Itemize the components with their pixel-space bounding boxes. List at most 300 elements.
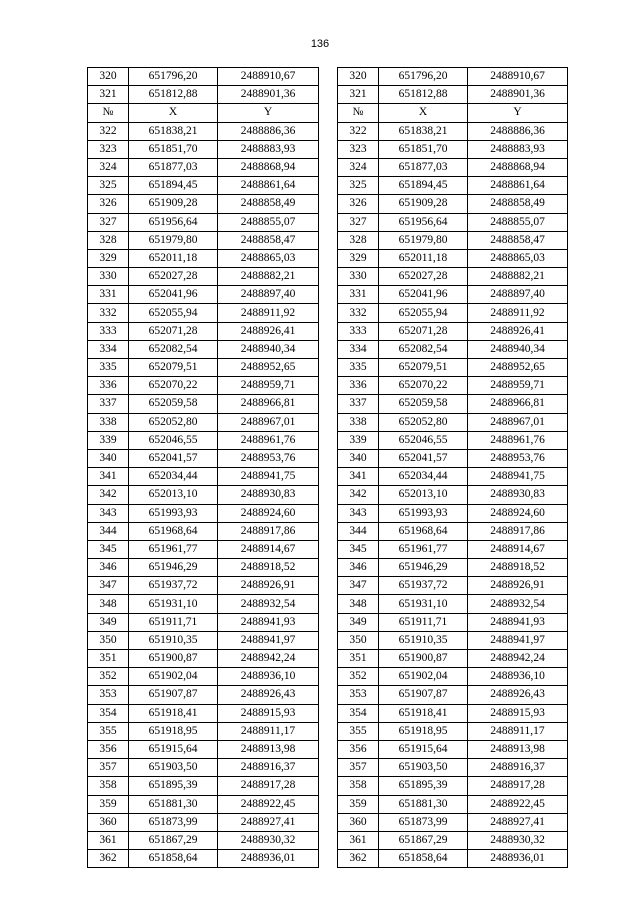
column-gap xyxy=(319,322,338,340)
x-coordinate-cell-left: 652011,18 xyxy=(129,249,218,267)
point-number-cell-right: 356 xyxy=(338,740,379,758)
y-coordinate-cell-left: 2488882,21 xyxy=(218,268,319,286)
y-coordinate-cell-left: 2488941,93 xyxy=(218,613,319,631)
x-coordinate-cell-left: 651907,87 xyxy=(129,686,218,704)
point-number-cell-right: 341 xyxy=(338,468,379,486)
point-number-cell-left: 359 xyxy=(88,795,129,813)
y-coordinate-cell-right: 2488932,54 xyxy=(468,595,568,613)
y-coordinate-cell-left: 2488858,49 xyxy=(218,195,319,213)
table-row xyxy=(88,850,568,868)
table-row xyxy=(88,213,568,231)
column-gap xyxy=(319,704,338,722)
table-row xyxy=(88,158,568,176)
x-coordinate-cell-left: 651918,41 xyxy=(129,704,218,722)
point-number-cell-right: 354 xyxy=(338,704,379,722)
x-coordinate-cell-right: 652046,55 xyxy=(379,431,468,449)
column-gap xyxy=(319,850,338,868)
x-coordinate-cell-right: 651894,45 xyxy=(379,177,468,195)
x-coordinate-cell-left: 652034,44 xyxy=(129,468,218,486)
y-coordinate-cell-right: 2488953,76 xyxy=(468,449,568,467)
table-row xyxy=(88,249,568,267)
column-gap xyxy=(319,177,338,195)
table-row xyxy=(88,449,568,467)
point-number-cell-right: 331 xyxy=(338,286,379,304)
point-number-cell-left: 333 xyxy=(88,322,129,340)
column-gap xyxy=(319,613,338,631)
x-coordinate-cell-right: 652052,80 xyxy=(379,413,468,431)
point-number-cell-left: 326 xyxy=(88,195,129,213)
x-coordinate-cell-right: 651993,93 xyxy=(379,504,468,522)
point-number-cell-left: 343 xyxy=(88,504,129,522)
point-number-cell-right: 333 xyxy=(338,322,379,340)
x-coordinate-cell-left: 651838,21 xyxy=(129,122,218,140)
y-coordinate-cell-left: 2488917,86 xyxy=(218,522,319,540)
x-coordinate-cell-left: 651903,50 xyxy=(129,759,218,777)
y-coordinate-cell-right: 2488918,52 xyxy=(468,559,568,577)
y-coordinate-cell-left: 2488901,36 xyxy=(218,86,319,104)
y-coordinate-cell-left: 2488967,01 xyxy=(218,413,319,431)
point-number-cell-right: 346 xyxy=(338,559,379,577)
x-coordinate-cell-right: 652013,10 xyxy=(379,486,468,504)
column-gap xyxy=(319,122,338,140)
x-coordinate-cell-left: 651946,29 xyxy=(129,559,218,577)
y-coordinate-cell-right: 2488952,65 xyxy=(468,359,568,377)
point-number-cell-right: 343 xyxy=(338,504,379,522)
y-coordinate-cell-left: 2488865,03 xyxy=(218,249,319,267)
table-row xyxy=(88,195,568,213)
point-number-cell-right: 355 xyxy=(338,722,379,740)
y-coordinate-cell-left: 2488915,93 xyxy=(218,704,319,722)
point-number-cell-left: 347 xyxy=(88,577,129,595)
y-coordinate-cell-right: 2488940,34 xyxy=(468,340,568,358)
point-number-cell-left: 332 xyxy=(88,304,129,322)
point-number-cell-right: 357 xyxy=(338,759,379,777)
column-gap xyxy=(319,395,338,413)
x-coordinate-cell-left: 651961,77 xyxy=(129,540,218,558)
column-gap xyxy=(319,595,338,613)
x-coordinate-cell-left: 651894,45 xyxy=(129,177,218,195)
y-coordinate-cell-right: 2488966,81 xyxy=(468,395,568,413)
x-coordinate-cell-right: 651900,87 xyxy=(379,650,468,668)
y-coordinate-cell-right: 2488930,83 xyxy=(468,486,568,504)
point-number-cell-right: 361 xyxy=(338,831,379,849)
y-coordinate-cell-right: 2488916,37 xyxy=(468,759,568,777)
table-row xyxy=(88,613,568,631)
table-row xyxy=(88,631,568,649)
y-coordinate-cell-left: 2488922,45 xyxy=(218,795,319,813)
column-gap xyxy=(319,304,338,322)
point-number-cell-right: 362 xyxy=(338,850,379,868)
x-coordinate-cell-right: 651961,77 xyxy=(379,540,468,558)
coordinates-table-body xyxy=(88,68,568,868)
y-coordinate-cell-right: 2488861,64 xyxy=(468,177,568,195)
point-number-cell-left: 350 xyxy=(88,631,129,649)
y-coordinate-cell-right: 2488897,40 xyxy=(468,286,568,304)
column-gap xyxy=(319,431,338,449)
y-coordinate-cell-left: 2488927,41 xyxy=(218,813,319,831)
point-number-cell-left: 321 xyxy=(88,86,129,104)
x-coordinate-cell-right: 651877,03 xyxy=(379,158,468,176)
y-coordinate-cell-left: 2488858,47 xyxy=(218,231,319,249)
y-coordinate-cell-left: 2488855,07 xyxy=(218,213,319,231)
y-coordinate-cell-right: 2488865,03 xyxy=(468,249,568,267)
point-number-cell-right: 353 xyxy=(338,686,379,704)
y-coordinate-cell-left: 2488897,40 xyxy=(218,286,319,304)
table-row xyxy=(88,559,568,577)
table-row xyxy=(88,831,568,849)
y-coordinate-cell-right: 2488917,28 xyxy=(468,777,568,795)
y-coordinate-cell-right: 2488961,76 xyxy=(468,431,568,449)
x-coordinate-cell-right: 652041,57 xyxy=(379,449,468,467)
column-gap xyxy=(319,340,338,358)
point-number-cell-left: 346 xyxy=(88,559,129,577)
x-coordinate-cell-right: 651918,41 xyxy=(379,704,468,722)
x-coordinate-cell-left: 651895,39 xyxy=(129,777,218,795)
point-number-cell-left: 349 xyxy=(88,613,129,631)
point-number-cell-left: 335 xyxy=(88,359,129,377)
table-row xyxy=(88,722,568,740)
x-coordinate-cell-right: 651911,71 xyxy=(379,613,468,631)
x-coordinate-cell-right: 651895,39 xyxy=(379,777,468,795)
x-coordinate-cell-left: 651796,20 xyxy=(129,68,218,86)
point-number-cell-left: 342 xyxy=(88,486,129,504)
y-coordinate-cell-right: 2488913,98 xyxy=(468,740,568,758)
y-coordinate-cell-left: 2488914,67 xyxy=(218,540,319,558)
point-number-cell-left: 324 xyxy=(88,158,129,176)
table-row xyxy=(88,231,568,249)
y-coordinate-cell-left: 2488952,65 xyxy=(218,359,319,377)
y-coordinate-cell-left: 2488941,97 xyxy=(218,631,319,649)
x-coordinate-cell-left: 651915,64 xyxy=(129,740,218,758)
point-number-cell-right: 360 xyxy=(338,813,379,831)
point-number-cell-right: 327 xyxy=(338,213,379,231)
table-row xyxy=(88,504,568,522)
x-coordinate-cell-left: 651812,88 xyxy=(129,86,218,104)
table-row xyxy=(88,468,568,486)
point-number-cell-left: 360 xyxy=(88,813,129,831)
point-number-cell-right: 338 xyxy=(338,413,379,431)
point-number-cell-right: 330 xyxy=(338,268,379,286)
point-number-cell-right: 358 xyxy=(338,777,379,795)
y-coordinate-cell-right: 2488911,17 xyxy=(468,722,568,740)
point-number-cell-right: 340 xyxy=(338,449,379,467)
y-coordinate-cell-right: 2488959,71 xyxy=(468,377,568,395)
y-coordinate-cell-right: 2488911,92 xyxy=(468,304,568,322)
y-coordinate-cell-right: 2488901,36 xyxy=(468,86,568,104)
x-coordinate-cell-left: 651979,80 xyxy=(129,231,218,249)
y-coordinate-cell-left: 2488911,17 xyxy=(218,722,319,740)
x-coordinate-cell-right: 651838,21 xyxy=(379,122,468,140)
x-coordinate-cell-left: 652041,57 xyxy=(129,449,218,467)
column-gap xyxy=(319,377,338,395)
y-coordinate-cell-left: 2488883,93 xyxy=(218,140,319,158)
x-coordinate-cell-right: 651858,64 xyxy=(379,850,468,868)
y-coordinate-cell-left: 2488924,60 xyxy=(218,504,319,522)
y-coordinate-cell-left: 2488966,81 xyxy=(218,395,319,413)
x-coordinate-cell-left: 651911,71 xyxy=(129,613,218,631)
column-gap xyxy=(319,104,338,122)
coordinates-table xyxy=(87,67,568,868)
y-coordinate-cell-right: 2488855,07 xyxy=(468,213,568,231)
y-coordinate-cell-right: 2488926,43 xyxy=(468,686,568,704)
table-row xyxy=(88,777,568,795)
y-coordinate-cell-right: 2488926,91 xyxy=(468,577,568,595)
y-coordinate-cell-right: 2488924,60 xyxy=(468,504,568,522)
x-coordinate-cell-left: 651931,10 xyxy=(129,595,218,613)
x-coordinate-cell-right: 651902,04 xyxy=(379,668,468,686)
point-number-cell-left: 337 xyxy=(88,395,129,413)
y-coordinate-cell-left: 2488926,41 xyxy=(218,322,319,340)
x-coordinate-cell-right: 651812,88 xyxy=(379,86,468,104)
table-row xyxy=(88,286,568,304)
point-number-cell-left: 351 xyxy=(88,650,129,668)
column-gap xyxy=(319,68,338,86)
point-number-cell-right: 320 xyxy=(338,68,379,86)
x-coordinate-cell-left: 652059,58 xyxy=(129,395,218,413)
point-number-cell-left: 327 xyxy=(88,213,129,231)
page-number: 136 xyxy=(310,38,330,50)
x-coordinate-cell-left: 651937,72 xyxy=(129,577,218,595)
table-row xyxy=(88,359,568,377)
header-x-coordinate-right: X xyxy=(379,104,468,122)
point-number-cell-right: 350 xyxy=(338,631,379,649)
table-row xyxy=(88,522,568,540)
table-row xyxy=(88,759,568,777)
x-coordinate-cell-right: 652079,51 xyxy=(379,359,468,377)
point-number-cell-right: 342 xyxy=(338,486,379,504)
y-coordinate-cell-left: 2488930,32 xyxy=(218,831,319,849)
y-coordinate-cell-left: 2488942,24 xyxy=(218,650,319,668)
y-coordinate-cell-right: 2488922,45 xyxy=(468,795,568,813)
table-row xyxy=(88,795,568,813)
table-row xyxy=(88,431,568,449)
header-y-coordinate-left: Y xyxy=(218,104,319,122)
x-coordinate-cell-right: 651873,99 xyxy=(379,813,468,831)
x-coordinate-cell-left: 651867,29 xyxy=(129,831,218,849)
x-coordinate-cell-left: 652013,10 xyxy=(129,486,218,504)
point-number-cell-left: 340 xyxy=(88,449,129,467)
y-coordinate-cell-right: 2488927,41 xyxy=(468,813,568,831)
y-coordinate-cell-left: 2488861,64 xyxy=(218,177,319,195)
x-coordinate-cell-left: 651918,95 xyxy=(129,722,218,740)
column-gap xyxy=(319,140,338,158)
table-row xyxy=(88,377,568,395)
column-gap xyxy=(319,249,338,267)
column-gap xyxy=(319,540,338,558)
x-coordinate-cell-right: 651956,64 xyxy=(379,213,468,231)
table-row xyxy=(88,668,568,686)
x-coordinate-cell-right: 652071,28 xyxy=(379,322,468,340)
point-number-cell-left: 356 xyxy=(88,740,129,758)
point-number-cell-left: 344 xyxy=(88,522,129,540)
header-point-number-left: № xyxy=(88,104,129,122)
point-number-cell-right: 329 xyxy=(338,249,379,267)
y-coordinate-cell-right: 2488910,67 xyxy=(468,68,568,86)
point-number-cell-right: 324 xyxy=(338,158,379,176)
point-number-cell-left: 320 xyxy=(88,68,129,86)
column-gap xyxy=(319,631,338,649)
x-coordinate-cell-left: 651900,87 xyxy=(129,650,218,668)
table-row xyxy=(88,686,568,704)
x-coordinate-cell-left: 651968,64 xyxy=(129,522,218,540)
y-coordinate-cell-left: 2488886,36 xyxy=(218,122,319,140)
x-coordinate-cell-right: 651946,29 xyxy=(379,559,468,577)
x-coordinate-cell-left: 651910,35 xyxy=(129,631,218,649)
x-coordinate-cell-left: 652052,80 xyxy=(129,413,218,431)
x-coordinate-cell-right: 651867,29 xyxy=(379,831,468,849)
column-gap xyxy=(319,668,338,686)
x-coordinate-cell-right: 651931,10 xyxy=(379,595,468,613)
x-coordinate-cell-right: 651796,20 xyxy=(379,68,468,86)
y-coordinate-cell-left: 2488926,43 xyxy=(218,686,319,704)
x-coordinate-cell-right: 652011,18 xyxy=(379,249,468,267)
point-number-cell-left: 353 xyxy=(88,686,129,704)
y-coordinate-cell-right: 2488886,36 xyxy=(468,122,568,140)
y-coordinate-cell-right: 2488930,32 xyxy=(468,831,568,849)
table-row xyxy=(88,577,568,595)
x-coordinate-cell-left: 652027,28 xyxy=(129,268,218,286)
point-number-cell-left: 334 xyxy=(88,340,129,358)
column-gap xyxy=(319,795,338,813)
x-coordinate-cell-left: 651909,28 xyxy=(129,195,218,213)
point-number-cell-left: 323 xyxy=(88,140,129,158)
point-number-cell-right: 359 xyxy=(338,795,379,813)
header-y-coordinate-right: Y xyxy=(468,104,568,122)
point-number-cell-right: 347 xyxy=(338,577,379,595)
column-gap xyxy=(319,722,338,740)
x-coordinate-cell-right: 652070,22 xyxy=(379,377,468,395)
column-gap xyxy=(319,577,338,595)
y-coordinate-cell-right: 2488967,01 xyxy=(468,413,568,431)
table-row xyxy=(88,650,568,668)
column-gap xyxy=(319,559,338,577)
point-number-cell-left: 336 xyxy=(88,377,129,395)
x-coordinate-cell-left: 652079,51 xyxy=(129,359,218,377)
table-row xyxy=(88,268,568,286)
x-coordinate-cell-left: 651877,03 xyxy=(129,158,218,176)
point-number-cell-left: 330 xyxy=(88,268,129,286)
point-number-cell-left: 361 xyxy=(88,831,129,849)
y-coordinate-cell-left: 2488917,28 xyxy=(218,777,319,795)
x-coordinate-cell-left: 652041,96 xyxy=(129,286,218,304)
column-gap xyxy=(319,413,338,431)
x-coordinate-cell-left: 651851,70 xyxy=(129,140,218,158)
point-number-cell-right: 326 xyxy=(338,195,379,213)
column-gap xyxy=(319,504,338,522)
x-coordinate-cell-right: 651851,70 xyxy=(379,140,468,158)
y-coordinate-cell-right: 2488941,93 xyxy=(468,613,568,631)
column-gap xyxy=(319,86,338,104)
column-gap xyxy=(319,486,338,504)
y-coordinate-cell-left: 2488936,10 xyxy=(218,668,319,686)
y-coordinate-cell-right: 2488914,67 xyxy=(468,540,568,558)
header-point-number-right: № xyxy=(338,104,379,122)
header-x-coordinate-left: X xyxy=(129,104,218,122)
x-coordinate-cell-left: 652071,28 xyxy=(129,322,218,340)
x-coordinate-cell-right: 651915,64 xyxy=(379,740,468,758)
x-coordinate-cell-right: 652041,96 xyxy=(379,286,468,304)
point-number-cell-right: 332 xyxy=(338,304,379,322)
y-coordinate-cell-left: 2488918,52 xyxy=(218,559,319,577)
point-number-cell-right: 336 xyxy=(338,377,379,395)
x-coordinate-cell-right: 652027,28 xyxy=(379,268,468,286)
y-coordinate-cell-left: 2488959,71 xyxy=(218,377,319,395)
x-coordinate-cell-right: 652055,94 xyxy=(379,304,468,322)
y-coordinate-cell-right: 2488915,93 xyxy=(468,704,568,722)
x-coordinate-cell-left: 651956,64 xyxy=(129,213,218,231)
table-row xyxy=(88,540,568,558)
x-coordinate-cell-left: 652046,55 xyxy=(129,431,218,449)
y-coordinate-cell-left: 2488913,98 xyxy=(218,740,319,758)
table-row xyxy=(88,413,568,431)
x-coordinate-cell-right: 652082,54 xyxy=(379,340,468,358)
point-number-cell-left: 338 xyxy=(88,413,129,431)
column-gap xyxy=(319,686,338,704)
y-coordinate-cell-right: 2488936,01 xyxy=(468,850,568,868)
table-row xyxy=(88,86,568,104)
point-number-cell-right: 349 xyxy=(338,613,379,631)
point-number-cell-left: 355 xyxy=(88,722,129,740)
x-coordinate-cell-left: 651993,93 xyxy=(129,504,218,522)
column-gap xyxy=(319,286,338,304)
point-number-cell-right: 351 xyxy=(338,650,379,668)
point-number-cell-right: 328 xyxy=(338,231,379,249)
point-number-cell-left: 322 xyxy=(88,122,129,140)
point-number-cell-left: 357 xyxy=(88,759,129,777)
column-gap xyxy=(319,158,338,176)
point-number-cell-left: 339 xyxy=(88,431,129,449)
point-number-cell-right: 337 xyxy=(338,395,379,413)
column-gap xyxy=(319,813,338,831)
x-coordinate-cell-right: 651881,30 xyxy=(379,795,468,813)
column-gap xyxy=(319,522,338,540)
y-coordinate-cell-left: 2488961,76 xyxy=(218,431,319,449)
y-coordinate-cell-right: 2488882,21 xyxy=(468,268,568,286)
y-coordinate-cell-right: 2488917,86 xyxy=(468,522,568,540)
table-row xyxy=(88,322,568,340)
x-coordinate-cell-right: 651907,87 xyxy=(379,686,468,704)
y-coordinate-cell-right: 2488941,75 xyxy=(468,468,568,486)
y-coordinate-cell-right: 2488868,94 xyxy=(468,158,568,176)
x-coordinate-cell-left: 651858,64 xyxy=(129,850,218,868)
x-coordinate-cell-right: 652059,58 xyxy=(379,395,468,413)
point-number-cell-right: 344 xyxy=(338,522,379,540)
point-number-cell-right: 322 xyxy=(338,122,379,140)
y-coordinate-cell-left: 2488911,92 xyxy=(218,304,319,322)
column-gap xyxy=(319,468,338,486)
point-number-cell-right: 323 xyxy=(338,140,379,158)
column-gap xyxy=(319,650,338,668)
point-number-cell-left: 341 xyxy=(88,468,129,486)
x-coordinate-cell-left: 652055,94 xyxy=(129,304,218,322)
point-number-cell-left: 358 xyxy=(88,777,129,795)
x-coordinate-cell-left: 652082,54 xyxy=(129,340,218,358)
y-coordinate-cell-left: 2488932,54 xyxy=(218,595,319,613)
column-gap xyxy=(319,359,338,377)
x-coordinate-cell-right: 651903,50 xyxy=(379,759,468,777)
y-coordinate-cell-left: 2488868,94 xyxy=(218,158,319,176)
y-coordinate-cell-right: 2488858,47 xyxy=(468,231,568,249)
x-coordinate-cell-left: 652070,22 xyxy=(129,377,218,395)
point-number-cell-left: 362 xyxy=(88,850,129,868)
y-coordinate-cell-right: 2488942,24 xyxy=(468,650,568,668)
column-gap xyxy=(319,213,338,231)
x-coordinate-cell-right: 652034,44 xyxy=(379,468,468,486)
point-number-cell-right: 334 xyxy=(338,340,379,358)
table-row xyxy=(88,68,568,86)
y-coordinate-cell-left: 2488936,01 xyxy=(218,850,319,868)
y-coordinate-cell-left: 2488941,75 xyxy=(218,468,319,486)
